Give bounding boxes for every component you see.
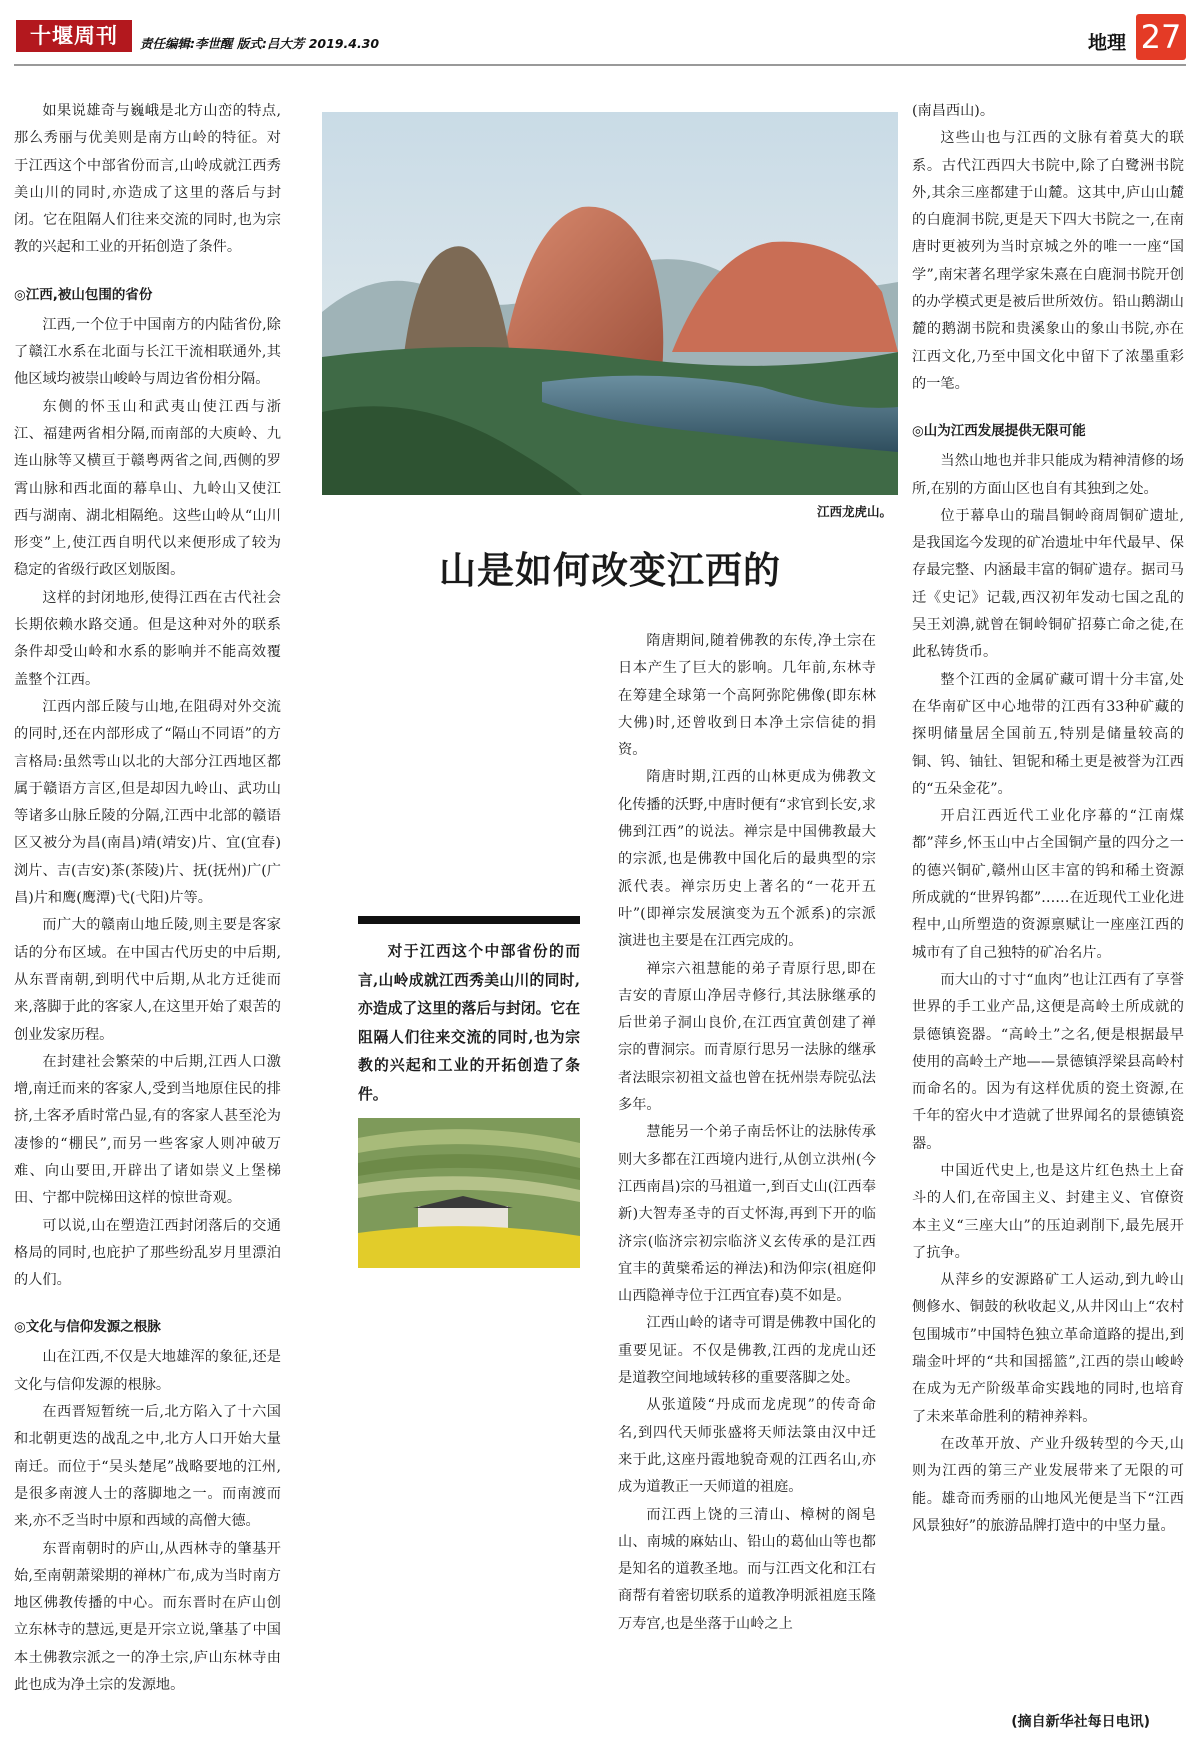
paragraph: 东晋南朝时的庐山,从西林寺的肇基开始,至南朝萧梁期的禅林广布,成为当时南方地区佛教传播的中心。而东晋时在庐山创立东林寺的慧远,更是开宗立说,肇基了中国本土佛教宗派之一的净土宗,庐山东林寺由此也成为净土宗的发源地。 [14,1540,281,1694]
subheading-development: ◎山为江西发展提供无限可能 [912,423,1086,440]
paragraph: 而大山的寸寸“血肉”也让江西有了享誉世界的手工业产品,这便是高岭土所成就的景德镇瓷器。“高岭土”之名,便是根据最早使用的高岭土产地——景德镇浮梁县高岭村而命名的。因为有这样优质的瓷土资源,在千年的窑火中才造就了世界闻名的景德镇瓷器。 [912,971,1184,1152]
editor-meta: 责任编辑:李世醒 版式:吕大芳 2019.4.30 [140,36,380,51]
article-title: 山是如何改变江西的 [439,548,781,592]
column-2 [618,628,876,1638]
paragraph: 开启江西近代工业化序幕的“江南煤都”萍乡,怀玉山中占全国铜产量的四分之一的德兴铜矿,赣州山区丰富的钨和稀土资源所成就的“世界钨都”……在近现代工业化进程中,山所塑造的资源禀赋让一座座江西的城市有了自己独特的矿冶名片。 [912,808,1184,961]
paragraph: 位于幕阜山的瑞昌铜岭商周铜矿遗址,是我国迄今发现的矿冶遗址中年代最早、保存最完整、内涵最丰富的铜矿遗存。据司马迁《史记》记载,西汉初年发动七国之乱的吴王刘濞,就曾在铜岭铜矿招募亡命之徒,在此私铸货币。 [912,507,1184,661]
page-number: 27 [1136,14,1186,60]
paragraph: 隋唐期间,随着佛教的东传,净土宗在日本产生了巨大的影响。几年前,东林寺在筹建全球第一个高阿弥陀佛像(即东林大佛)时,还曾收到日本净土宗信徒的捐资。 [618,633,876,759]
column-3 [912,98,1184,1540]
paragraph: 而广大的赣南山地丘陵,则主要是客家话的分布区域。在中国古代历史的中后期,从东晋南朝,到明代中后期,从北方迁徙而来,落脚于此的客家人,在这里开始了艰苦的创业发家历程。 [14,917,281,1043]
paragraph: 在改革开放、产业升级转型的今天,山则为江西的第三产业发展带来了无限的可能。雄奇而秀丽的山地风光便是当下“江西风景独好”的旅游品牌打造中的中坚力量。 [912,1435,1184,1534]
paragraph: 这些山也与江西的文脉有着莫大的联系。古代江西四大书院中,除了白鹭洲书院外,其余三座都建于山麓。这其中,庐山山麓的白鹿洞书院,更是天下四大书院之一,在南唐时更被列为当时京城之外的唯一一座“国学”,南宋著名理学家朱熹在白鹿洞书院开创的办学模式更是被后世所效仿。铅山鹅湖山麓的鹅湖书院和贵溪象山的象山书院,亦在江西文化,乃至中国文化中留下了浓墨重彩的一笔。 [912,130,1184,392]
paragraph: 这样的封闭地形,使得江西在古代社会长期依赖水路交通。但是这种对外的联系条件却受山岭和水系的影响并不能高效覆盖整个江西。 [14,589,281,688]
paragraph: 在西晋短暂统一后,北方陷入了十六国和北朝更迭的战乱之中,北方人口开始大量南迁。而位于“吴头楚尾”战略要地的江州,是很多南渡人士的落脚地之一。而南渡而来,亦不乏当时中原和西域的高僧大德。 [14,1404,281,1530]
paragraph: 而江西上饶的三清山、樟树的阁皂山、南城的麻姑山、铅山的葛仙山等也都是知名的道教圣地。而与江西文化和江右商帮有着密切联系的道教净明派祖庭玉隆万寿宫,也是坐落于山岭之上 [618,1506,876,1632]
subheading-province: ◎江西,被山包围的省份 [14,286,153,303]
paragraph: 当然山地也并非只能成为精神清修的场所,在别的方面山区也自有其独到之处。 [912,453,1184,497]
paragraph: 江西,一个位于中国南方的内陆省份,除了赣江水系在北面与长江干流相联通外,其他区域均被崇山峻岭与周边省份相分隔。 [14,316,281,388]
paragraph: 可以说,山在塑造江西封闭落后的交通格局的同时,也庇护了那些纷乱岁月里漂泊的人们。 [14,1217,281,1289]
subheading-culture: ◎文化与信仰发源之根脉 [14,1319,161,1336]
paragraph: 从萍乡的安源路矿工人运动,到九岭山侧修水、铜鼓的秋收起义,从井冈山上“农村包围城市”中国特色独立革命道路的提出,到瑞金叶坪的“共和国摇篮”,江西的崇山峻岭在成为无产阶级革命实践地的同时,也培育了未来革命胜利的精神养料。 [912,1272,1184,1425]
intro-paragraph: 如果说雄奇与巍峨是北方山峦的特点,那么秀丽与优美则是南方山岭的特征。对于江西这个中部省份而言,山岭成就江西秀美山川的同时,亦造成了这里的落后与封闭。它在阻隔人们往来交流的同时,也为宗教的兴起和工业的开拓创造了条件。 [14,103,281,256]
paragraph: 在封建社会繁荣的中后期,江西人口激增,南迁而来的客家人,受到当地原住民的排挤,土客矛盾时常凸显,有的客家人甚至沦为凄惨的“棚民”,而另一些客家人则冲破万难、向山要田,开辟出了诸如崇义上堡梯田、宁都中院梯田这样的惊世奇观。 [14,1053,281,1207]
paragraph: 东侧的怀玉山和武夷山使江西与浙江、福建两省相分隔,而南部的大庾岭、九连山脉等又横亘于赣粤两省之间,西侧的罗霄山脉和西北面的幕阜山、九岭山又使江西与湖南、湖北相隔绝。这些山岭从“山川形变”上,使江西自明代以来便形成了较为稳定的省级行政区划版图。 [14,398,281,579]
section-name: 地理 [1087,32,1126,54]
page-header [14,14,1186,66]
column-1 [14,98,281,1699]
paragraph: 从张道陵“丹成而龙虎现”的传奇命名,到四代天师张盛将天师法箓由汉中迁来于此,这座丹霞地貌奇观的江西名山,亦成为道教正一天师道的祖庭。 [618,1397,876,1496]
paragraph: 中国近代史上,也是这片红色热土上奋斗的人们,在帝国主义、封建主义、官僚资本主义“三座大山”的压迫剥削下,最先展开了抗争。 [912,1162,1184,1261]
pull-quote-bar [358,916,580,924]
paragraph: 隋唐时期,江西的山林更成为佛教文化传播的沃野,中唐时便有“求官到长安,求佛到江西”的说法。禅宗是中国佛教最大的宗派,也是佛教中国化后的最典型的宗派代表。禅宗历史上著名的“一花开五叶”(即禅宗发展演变为五个派系)的宗派演进也主要是在江西完成的。 [618,769,876,950]
paragraph: 整个江西的金属矿藏可谓十分丰富,处在华南矿区中心地带的江西有33种矿藏的探明储量居全国前五,特别是储量较高的铜、钨、铀钍、钽铌和稀土更是被誉为江西的“五朵金花”。 [912,671,1184,797]
photo-caption: 江西龙虎山。 [816,504,892,519]
paragraph: (南昌西山)。 [912,103,995,119]
terraced-fields-photo [358,1118,580,1268]
paragraph: 禅宗六祖慧能的弟子青原行思,即在吉安的青原山净居寺修行,其法脉继承的后世弟子洞山良价,在江西宜黄创建了禅宗的曹洞宗。而青原行思另一法脉的继承者法眼宗初祖文益也曾在抚州崇寿院弘法多年。 [618,960,876,1114]
source-credit: (摘自新华社每日电讯) [1011,1714,1150,1730]
paragraph: 山在江西,不仅是大地雄浑的象征,还是文化与信仰发源的根脉。 [14,1349,281,1393]
pull-quote [358,938,580,1109]
paragraph: 江西山岭的诸寺可谓是佛教中国化的重要见证。不仅是佛教,江西的龙虎山还是道教空间地域转移的重要落脚之处。 [618,1315,876,1387]
newspaper-logo: 十堰周刊 [16,20,132,52]
pull-quote-text: 对于江西这个中部省份的而言,山岭成就江西秀美山川的同时,亦造成了这里的落后与封闭。它在阻隔人们往来交流的同时,也为宗教的兴起和工业的开拓创造了条件。 [358,943,580,1103]
paragraph: 江西内部丘陵与山地,在阻碍对外交流的同时,还在内部形成了“隔山不同语”的方言格局:虽然雩山以北的大部分江西地区都属于赣语方言区,但是却因九岭山、武功山等诸多山脉丘陵的分隔,江西中北部的赣语区又被分为昌(南昌)靖(靖安)片、宜(宜春)浏片、吉(吉安)茶(茶陵)片、抚(抚州)广(广昌)片和鹰(鹰潭)弋(弋阳)片等。 [14,698,281,907]
paragraph: 慧能另一个弟子南岳怀让的法脉传承则大多都在江西境内进行,从创立洪州(今江西南昌)宗的马祖道一,到百丈山(江西奉新)大智寿圣寺的百丈怀海,再到下开的临济宗(临济宗初宗临济义玄传承的是江西宜丰的黄檗希运的禅法)和沩仰宗(祖庭仰山西隐禅寺位于江西宜春)莫不如是。 [618,1124,876,1305]
longhu-mountain-photo [322,112,898,495]
